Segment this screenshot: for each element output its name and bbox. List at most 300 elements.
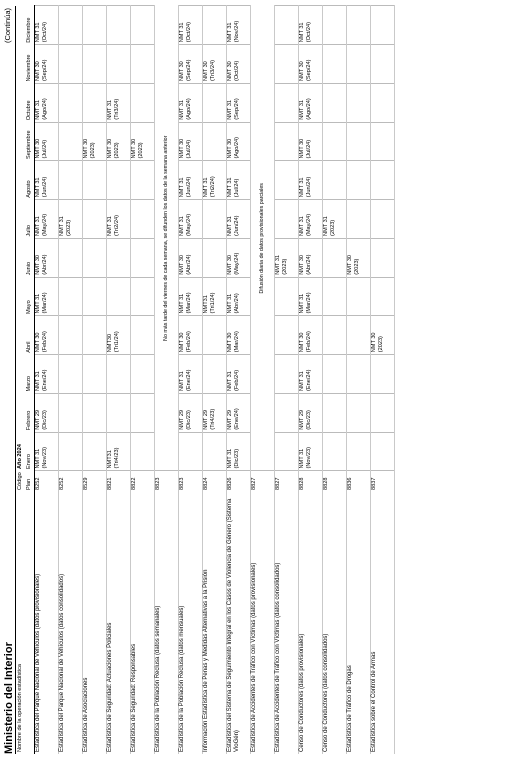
operation-name: Estadística de Seguridad: Actuaciones Policiales: [106, 492, 130, 754]
month-header: Noviembre: [25, 45, 34, 84]
release-cell: [202, 316, 226, 355]
release-deadline: NMT 31: [298, 216, 305, 236]
release-cell: [274, 161, 298, 200]
release-deadline: NMT 31: [178, 293, 185, 314]
reference-period: (Jun/24): [185, 176, 192, 198]
reference-period: (Dic/23): [185, 410, 192, 430]
release-cell: [178, 161, 202, 200]
reference-period: (Mar/24): [305, 292, 312, 314]
continued-label: (Continúa): [3, 8, 12, 44]
month-header: Marzo: [25, 355, 34, 394]
release-cell: [34, 200, 58, 239]
reference-period: (May/24): [185, 213, 192, 236]
release-cell: [298, 355, 322, 394]
release-deadline: NMT 31: [34, 99, 41, 120]
release-cell: [298, 84, 322, 123]
release-cell: [34, 394, 58, 433]
release-cell: [130, 277, 154, 316]
release-cell: [274, 239, 298, 278]
operation-name: Censo de Conductores (datos consolidados): [322, 492, 346, 754]
table-row: [274, 6, 298, 754]
release-cell: [298, 161, 322, 200]
reference-period: (Feb/24): [233, 369, 240, 391]
release-cell: [106, 277, 130, 316]
reference-period: (Jul/24): [233, 178, 240, 198]
release-cell: [370, 84, 394, 123]
reference-period: (Mar/24): [233, 331, 240, 353]
release-cell: [58, 316, 82, 355]
release-deadline: NMT 31: [298, 371, 305, 391]
release-deadline: NMT 31: [298, 448, 305, 469]
reference-period: (2023): [353, 258, 360, 275]
release-deadline: NMT30: [106, 333, 113, 353]
release-cell: [202, 432, 226, 471]
release-deadline: NMT 29: [298, 409, 305, 430]
release-cell: [298, 239, 322, 278]
release-deadline: NMT 31: [226, 371, 233, 391]
release-cell: [346, 161, 370, 200]
reference-period: (Dic/23): [233, 448, 240, 469]
release-cell: [58, 432, 82, 471]
operation-name: Estadística de Accidentes de Tráfico con Víctimas (datos consolidados): [274, 492, 298, 754]
table-row: [202, 6, 226, 754]
release-cell: [82, 161, 106, 200]
release-cell: [58, 45, 82, 84]
reference-period: (Tri4/23): [209, 408, 216, 430]
reference-period: (Abr/24): [305, 254, 312, 275]
release-cell: [370, 6, 394, 45]
reference-period: (Ago/24): [233, 137, 240, 159]
release-deadline: NMT 31: [106, 216, 113, 236]
release-cell: [226, 6, 250, 45]
release-cell: [178, 6, 202, 45]
release-cell: [178, 316, 202, 355]
release-cell: [58, 6, 82, 45]
release-cell: [178, 239, 202, 278]
release-cell: [370, 161, 394, 200]
release-deadline: NMT 31: [34, 293, 41, 314]
reference-period: (Ago/24): [41, 98, 48, 120]
release-cell: [274, 6, 298, 45]
release-cell: [106, 316, 130, 355]
col-header-code: Código: [17, 472, 23, 490]
release-cell: [106, 45, 130, 84]
release-cell: [82, 394, 106, 433]
reference-period: (Ago/24): [185, 98, 192, 120]
release-deadline: NMT 31: [178, 371, 185, 391]
release-deadline: NMT 30: [178, 138, 185, 159]
release-cell: [322, 122, 346, 161]
reference-period: (May/24): [305, 213, 312, 236]
release-deadline: NMT 30: [226, 61, 233, 81]
operation-name: Información Estadística de Penas y Medidas Alternativas a la Prisión: [202, 492, 226, 754]
reference-period: (Feb/24): [41, 331, 48, 353]
release-deadline: NMT 31: [178, 177, 185, 198]
release-cell: [202, 277, 226, 316]
operation-name: Estadística de Asociaciones: [82, 492, 106, 754]
release-deadline: NMT 31: [34, 371, 41, 391]
reference-period: (2023): [137, 142, 144, 159]
release-cell: [274, 84, 298, 123]
reference-period: (Jun/24): [233, 215, 240, 236]
release-cell: [178, 122, 202, 161]
release-cell: [322, 6, 346, 45]
month-header: Septiembre: [25, 122, 34, 161]
release-cell: [130, 122, 154, 161]
reference-period: (Ene/24): [41, 369, 48, 391]
release-cell: [82, 239, 106, 278]
release-cell: [82, 316, 106, 355]
release-cell: [82, 122, 106, 161]
release-deadline: NMT 30: [226, 138, 233, 159]
month-header: Abril: [25, 316, 34, 355]
operation-code: 8836: [346, 471, 370, 492]
operation-code: 8823: [178, 471, 202, 492]
release-cell: [106, 122, 130, 161]
release-deadline: NMT31: [202, 295, 209, 314]
release-cell: [226, 394, 250, 433]
release-deadline: NMT 30: [34, 61, 41, 81]
release-cell: [274, 45, 298, 84]
reference-period: (Sep/24): [305, 59, 312, 81]
reference-period: (Mar/24): [41, 292, 48, 314]
release-cell: [274, 200, 298, 239]
operation-code: 8252: [34, 471, 58, 492]
table-row: [154, 6, 178, 754]
release-deadline: NMT 31: [34, 448, 41, 469]
release-deadline: NMT 30: [178, 332, 185, 353]
reference-period: (Tri2/24): [209, 176, 216, 198]
release-cell: [298, 277, 322, 316]
release-deadline: NMT 30: [298, 332, 305, 353]
reference-period: (Abr/24): [185, 254, 192, 275]
release-cell: [106, 161, 130, 200]
release-cell: [178, 200, 202, 239]
release-cell: [274, 355, 298, 394]
release-cell: [34, 355, 58, 394]
release-cell: [322, 200, 346, 239]
table-row: [250, 6, 274, 754]
release-cell: [130, 161, 154, 200]
release-cell: [274, 122, 298, 161]
release-cell: [178, 84, 202, 123]
release-deadline: NMT 30: [346, 254, 353, 275]
operation-code: 8827: [250, 471, 274, 492]
operation-name: Estadística de la Población Reclusa (datos semanales): [154, 492, 178, 754]
reference-period: (Abr/24): [41, 254, 48, 275]
month-header: Octubre: [25, 84, 34, 123]
release-cell: [130, 394, 154, 433]
reference-period: (Tri1/24): [209, 292, 216, 314]
release-cell: [34, 161, 58, 200]
release-cell: [226, 239, 250, 278]
operation-code: 8821: [106, 471, 130, 492]
release-cell: [322, 84, 346, 123]
release-cell: [322, 45, 346, 84]
release-cell: [106, 239, 130, 278]
release-cell: [106, 200, 130, 239]
reference-period: (Dic/23): [41, 410, 48, 430]
release-deadline: NMT 31: [298, 177, 305, 198]
release-deadline: NMT 30: [226, 254, 233, 275]
release-deadline: NMT 30: [178, 61, 185, 81]
release-deadline: NMT 31: [322, 216, 329, 236]
operation-name: Estadística de la Población Reclusa (datos mensuales): [178, 492, 202, 754]
release-cell: [82, 45, 106, 84]
ministry-title: Ministerio del Interior: [3, 642, 15, 754]
col-header-name: Nombre de la operación estadística: [16, 492, 25, 754]
release-deadline: NMT 31: [58, 216, 65, 236]
release-cell: [178, 394, 202, 433]
release-cell: [226, 277, 250, 316]
release-deadline: NMT 31: [34, 22, 41, 43]
release-cell: [58, 84, 82, 123]
release-cell: [202, 84, 226, 123]
release-deadline: NMT 31: [34, 177, 41, 198]
reference-period: (May/24): [41, 213, 48, 236]
reference-period: (Feb/24): [305, 331, 312, 353]
table-row: [346, 6, 370, 754]
reference-period: (2023): [377, 336, 384, 353]
release-cell: [346, 200, 370, 239]
reference-period: (Jun/24): [41, 176, 48, 198]
release-cell: [370, 277, 394, 316]
reference-period: (Oct/24): [185, 22, 192, 43]
release-deadline: NMT 31: [298, 22, 305, 43]
operation-code: 8529: [82, 471, 106, 492]
release-cell: [370, 239, 394, 278]
release-cell: [58, 122, 82, 161]
release-deadline: NMT 31: [226, 216, 233, 236]
release-cell: [34, 239, 58, 278]
release-deadline: NMT 30: [370, 332, 377, 353]
reference-period: (Oct/24): [233, 60, 240, 81]
release-deadline: NMT 31: [226, 177, 233, 198]
release-deadline: NMT 30: [298, 138, 305, 159]
release-deadline: NMT 31: [226, 293, 233, 314]
reference-period: (Jul/24): [185, 139, 192, 159]
table-row: [82, 6, 106, 754]
release-cell: [202, 6, 226, 45]
release-cell: [202, 45, 226, 84]
release-cell: [346, 45, 370, 84]
reference-period: (2023): [89, 142, 96, 159]
reference-period: (Dic/23): [305, 410, 312, 430]
release-cell: [34, 84, 58, 123]
reference-period: (Tri3/24): [113, 98, 120, 120]
release-note: Difusión diaria de datos provisionales parciales: [250, 6, 274, 471]
release-cell: [82, 200, 106, 239]
release-cell: [322, 239, 346, 278]
operation-code: 8827: [274, 471, 298, 492]
operation-code: 8822: [130, 471, 154, 492]
operation-name: Estadística de Tráfico de Drogas: [346, 492, 370, 754]
release-cell: [346, 84, 370, 123]
operation-name: Estadística sobre el Control de Armas: [370, 492, 394, 754]
release-deadline: NMT 31: [202, 177, 209, 198]
release-cell: [346, 355, 370, 394]
release-cell: [106, 84, 130, 123]
release-cell: [226, 432, 250, 471]
release-cell: [322, 394, 346, 433]
release-cell: [274, 316, 298, 355]
release-cell: [82, 84, 106, 123]
release-cell: [82, 6, 106, 45]
operation-code: 8252: [58, 471, 82, 492]
release-cell: [130, 45, 154, 84]
release-cell: [58, 277, 82, 316]
release-cell: [226, 316, 250, 355]
release-cell: [346, 316, 370, 355]
release-cell: [202, 161, 226, 200]
release-deadline: NMT 29: [178, 409, 185, 430]
release-deadline: NMT 30: [82, 138, 89, 159]
release-deadline: NMT 31: [178, 216, 185, 236]
reference-period: (Feb/24): [185, 331, 192, 353]
month-header: Julio: [25, 200, 34, 239]
release-cell: [226, 161, 250, 200]
release-cell: [106, 432, 130, 471]
month-header: Mayo: [25, 277, 34, 316]
release-deadline: NMT 31: [178, 22, 185, 43]
reference-period: (Sep/24): [185, 59, 192, 81]
reference-period: (Abr/24): [233, 293, 240, 314]
release-cell: [346, 432, 370, 471]
table-row: [130, 6, 154, 754]
release-deadline: NMT 31: [226, 448, 233, 469]
release-deadline: NMT 29: [34, 409, 41, 430]
release-deadline: NMT 30: [106, 138, 113, 159]
release-deadline: NMT 31: [178, 99, 185, 120]
reference-period: (Oct/24): [41, 22, 48, 43]
col-header-plan: Plan: [25, 471, 34, 492]
reference-period: (Jun/24): [305, 176, 312, 198]
release-cell: [58, 161, 82, 200]
month-header: Junio: [25, 239, 34, 278]
operation-code: 8826: [226, 471, 250, 492]
month-header: Agosto: [25, 161, 34, 200]
release-cell: [370, 394, 394, 433]
table-row: [178, 6, 202, 754]
operation-code: 8837: [370, 471, 394, 492]
release-cell: [298, 432, 322, 471]
reference-period: (2023): [113, 142, 120, 159]
release-deadline: NMT 31: [106, 99, 113, 120]
table-row: [370, 6, 394, 754]
release-deadline: NMT 30: [34, 138, 41, 159]
release-cell: [130, 84, 154, 123]
release-cell: [58, 239, 82, 278]
release-deadline: NMT 29: [226, 409, 233, 430]
reference-period: (Ene/24): [185, 369, 192, 391]
release-cell: [202, 355, 226, 394]
release-cell: [130, 200, 154, 239]
operation-name: Censo de Conductores (datos provisionales): [298, 492, 322, 754]
header-row: [16, 6, 25, 754]
table-row: [106, 6, 130, 754]
release-cell: [226, 355, 250, 394]
release-cell: [130, 355, 154, 394]
release-cell: [82, 277, 106, 316]
reference-period: (Nov/23): [41, 447, 48, 469]
release-cell: [322, 161, 346, 200]
release-deadline: NMT 30: [298, 61, 305, 81]
month-header: Enero: [25, 432, 34, 471]
release-cell: [322, 316, 346, 355]
release-deadline: NMT 31: [34, 216, 41, 236]
release-cell: [226, 45, 250, 84]
release-cell: [274, 394, 298, 433]
release-cell: [370, 316, 394, 355]
release-deadline: NMT 31: [226, 22, 233, 43]
operation-name: Estadística del Parque Nacional de Vehículos (datos consolidados): [58, 492, 82, 754]
reference-period: (Tri2/24): [113, 215, 120, 236]
release-deadline: NMT 30: [34, 254, 41, 275]
release-cell: [226, 122, 250, 161]
table-row: [322, 6, 346, 754]
release-cell: [106, 355, 130, 394]
release-deadline: NMT 30: [298, 254, 305, 275]
release-cell: [106, 394, 130, 433]
month-header: Diciembre: [25, 6, 34, 45]
release-cell: [202, 200, 226, 239]
operation-code: 8823: [154, 471, 178, 492]
operation-code: 8824: [202, 471, 226, 492]
col-header-year: Año 2024: [16, 6, 25, 471]
release-cell: [130, 6, 154, 45]
release-cell: [58, 355, 82, 394]
table-row: [58, 6, 82, 754]
schedule-table: [15, 6, 395, 755]
release-cell: [34, 6, 58, 45]
release-cell: [274, 432, 298, 471]
release-cell: [130, 316, 154, 355]
release-cell: [58, 394, 82, 433]
release-cell: [34, 316, 58, 355]
reference-period: (Jul/24): [305, 139, 312, 159]
release-deadline: NMT31: [106, 450, 113, 469]
reference-period: (Tri4/23): [113, 447, 120, 469]
release-cell: [298, 45, 322, 84]
release-cell: [370, 122, 394, 161]
release-cell: [82, 355, 106, 394]
reference-period: (Sep/24): [233, 98, 240, 120]
release-cell: [34, 122, 58, 161]
release-deadline: NMT 29: [202, 409, 209, 430]
release-cell: [298, 200, 322, 239]
release-cell: [106, 6, 130, 45]
release-cell: [178, 277, 202, 316]
reference-period: (Ene/24): [233, 408, 240, 430]
operation-name: Estadística del Parque Nacional de Vehículos (datos provisionales): [34, 492, 58, 754]
reference-period: (Nov/23): [305, 447, 312, 469]
reference-period: (2023): [281, 258, 288, 275]
release-deadline: NMT 31: [274, 254, 281, 275]
reference-period: (Oct/24): [305, 22, 312, 43]
release-cell: [370, 200, 394, 239]
operation-name: Estadística de Accidentes de Tráfico con Víctimas (datos provisionales): [250, 492, 274, 754]
release-cell: [130, 432, 154, 471]
reference-period: (Mar/24): [185, 292, 192, 314]
table-row: [298, 6, 322, 754]
reference-period: (Tri1/24): [113, 331, 120, 353]
reference-period: (Nov/24): [233, 20, 240, 43]
release-cell: [322, 355, 346, 394]
release-deadline: NMT 30: [34, 332, 41, 353]
release-cell: [298, 122, 322, 161]
operation-code: 8828: [322, 471, 346, 492]
operation-code: 8828: [298, 471, 322, 492]
